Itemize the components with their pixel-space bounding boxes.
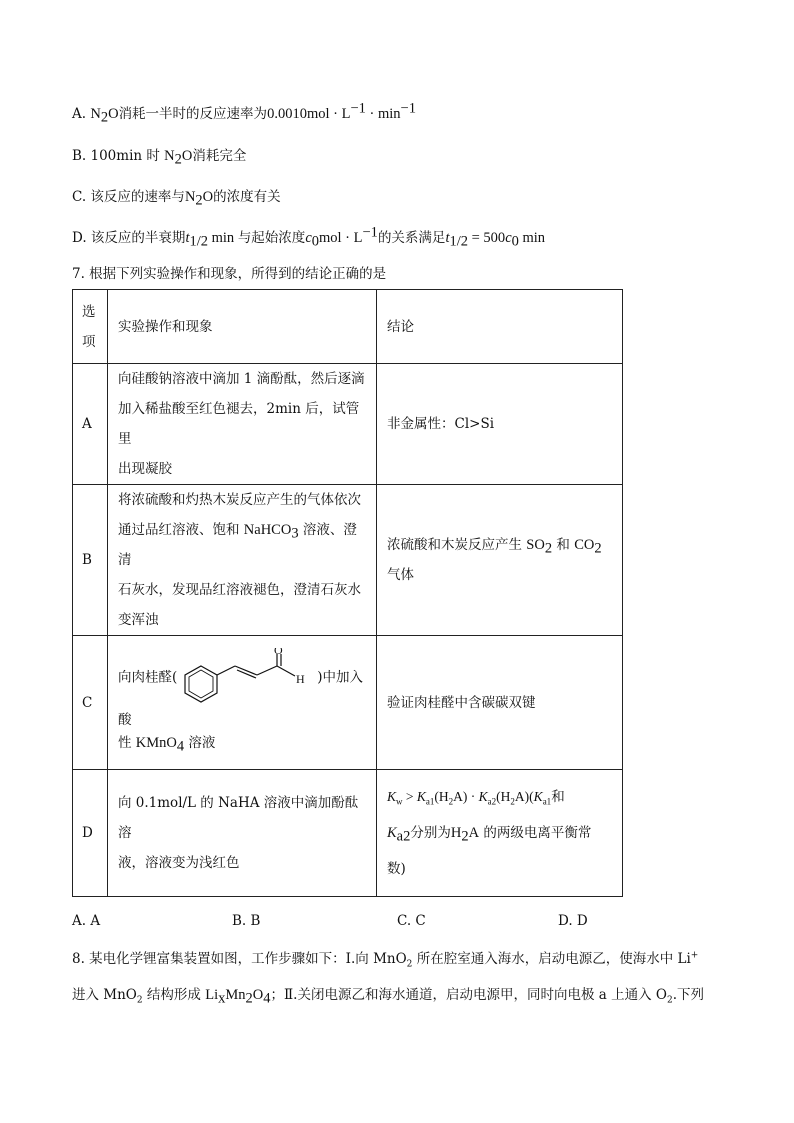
- q7-row-d-procedure: 向 0.1mol/L 的 NaHA 溶液中滴加酚酞溶 液，溶液变为浅红色: [108, 770, 377, 897]
- q7-row-b-option: B: [73, 485, 108, 636]
- q7-row-c-procedure: 向肉桂醛( O H )中加入酸 性 KMnO$_4$ 溶液: [108, 636, 377, 770]
- q8-line-2: 进入 MnO$_2$ 结构形成 $Li_xMn_2O_4$；Ⅱ.关闭电源乙和海水通道，启动电源甲，同时向电极 a 上通入 $O_2$.下列: [72, 987, 704, 1007]
- q6-option-b: B. 100min 时 $N_2O$消耗完全: [72, 148, 247, 168]
- q7-stem: 7. 根据下列实验操作和现象，所得到的结论正确的是: [72, 266, 387, 282]
- q7-row-a: [73, 364, 623, 485]
- q7-row-d: [73, 770, 623, 897]
- q6-option-d: D. 该反应的半衰期$t_{1/2}$ min 与起始浓度$c_0mol \cdot L^{-1}$的关系满足$t_{1/2} = 500c_0$ min: [72, 224, 546, 250]
- q7-row-c-conclusion: 验证肉桂醛中含碳碳双键: [377, 636, 623, 770]
- q7-row-b: [73, 485, 623, 636]
- q7-row-c-option: C: [73, 636, 108, 770]
- q7-choice-c[interactable]: C. C: [397, 913, 426, 929]
- q7-choice-a[interactable]: A. A: [72, 913, 101, 929]
- q6-option-a: A. $N_2O$消耗一半时的反应速率为$0.0010mol \cdot L^{-1} \cdot \min^{-1}$: [72, 100, 416, 126]
- q7-header-row: [73, 290, 623, 364]
- q7-row-a-procedure: 向硅酸钠溶液中滴加 1 滴酚酞，然后逐滴 加入稀盐酸至红色褪去，2min 后，试管里 出现凝胶: [108, 364, 377, 485]
- svg-text:H: H: [296, 671, 305, 686]
- q7-header-option: 选项: [73, 290, 108, 364]
- q7-row-b-conclusion: 浓硫酸和木炭反应产生 $SO_2$ 和 $CO_2$ 气体: [377, 485, 623, 636]
- q7-header-procedure: 实验操作和现象: [108, 290, 377, 364]
- q7-row-c: [73, 636, 623, 770]
- cinnamaldehyde-structure: [177, 648, 317, 708]
- q6-option-c: C. 该反应的速率与$N_2O$的浓度有关: [72, 189, 281, 209]
- q7-row-a-conclusion: 非金属性：Cl>Si: [377, 364, 623, 485]
- q7-choice-b[interactable]: B. B: [232, 913, 261, 929]
- q8-line-1: 8. 某电化学锂富集装置如图，工作步骤如下：Ⅰ.向 MnO$_2$ 所在腔室通入海水，启动电源乙，使海水中 Li+: [72, 950, 699, 970]
- benzene-inner-ring: [189, 670, 213, 698]
- q7-row-a-option: A: [73, 364, 108, 485]
- q7-row-b-procedure: 将浓硫酸和灼热木炭反应产生的气体依次 通过品红溶液、饱和 NaHCO$_3$ 溶液、澄清 石灰水，发现品红溶液褪色，澄清石灰水 变浑浊: [108, 485, 377, 636]
- q7-row-d-option: D: [73, 770, 108, 897]
- svg-text:O: O: [274, 647, 283, 657]
- q7-table: [72, 289, 623, 897]
- q7-choice-d[interactable]: D. D: [558, 913, 588, 929]
- q7-row-d-conclusion: $K_w > K_{a1}(H_2A) \cdot K_{a2}(H_2A)(K_{a1}$和 $K_{a2}$分别为$H_2A$ 的两级电离平衡常 数): [377, 770, 623, 897]
- q7-header-conclusion: 结论: [377, 290, 623, 364]
